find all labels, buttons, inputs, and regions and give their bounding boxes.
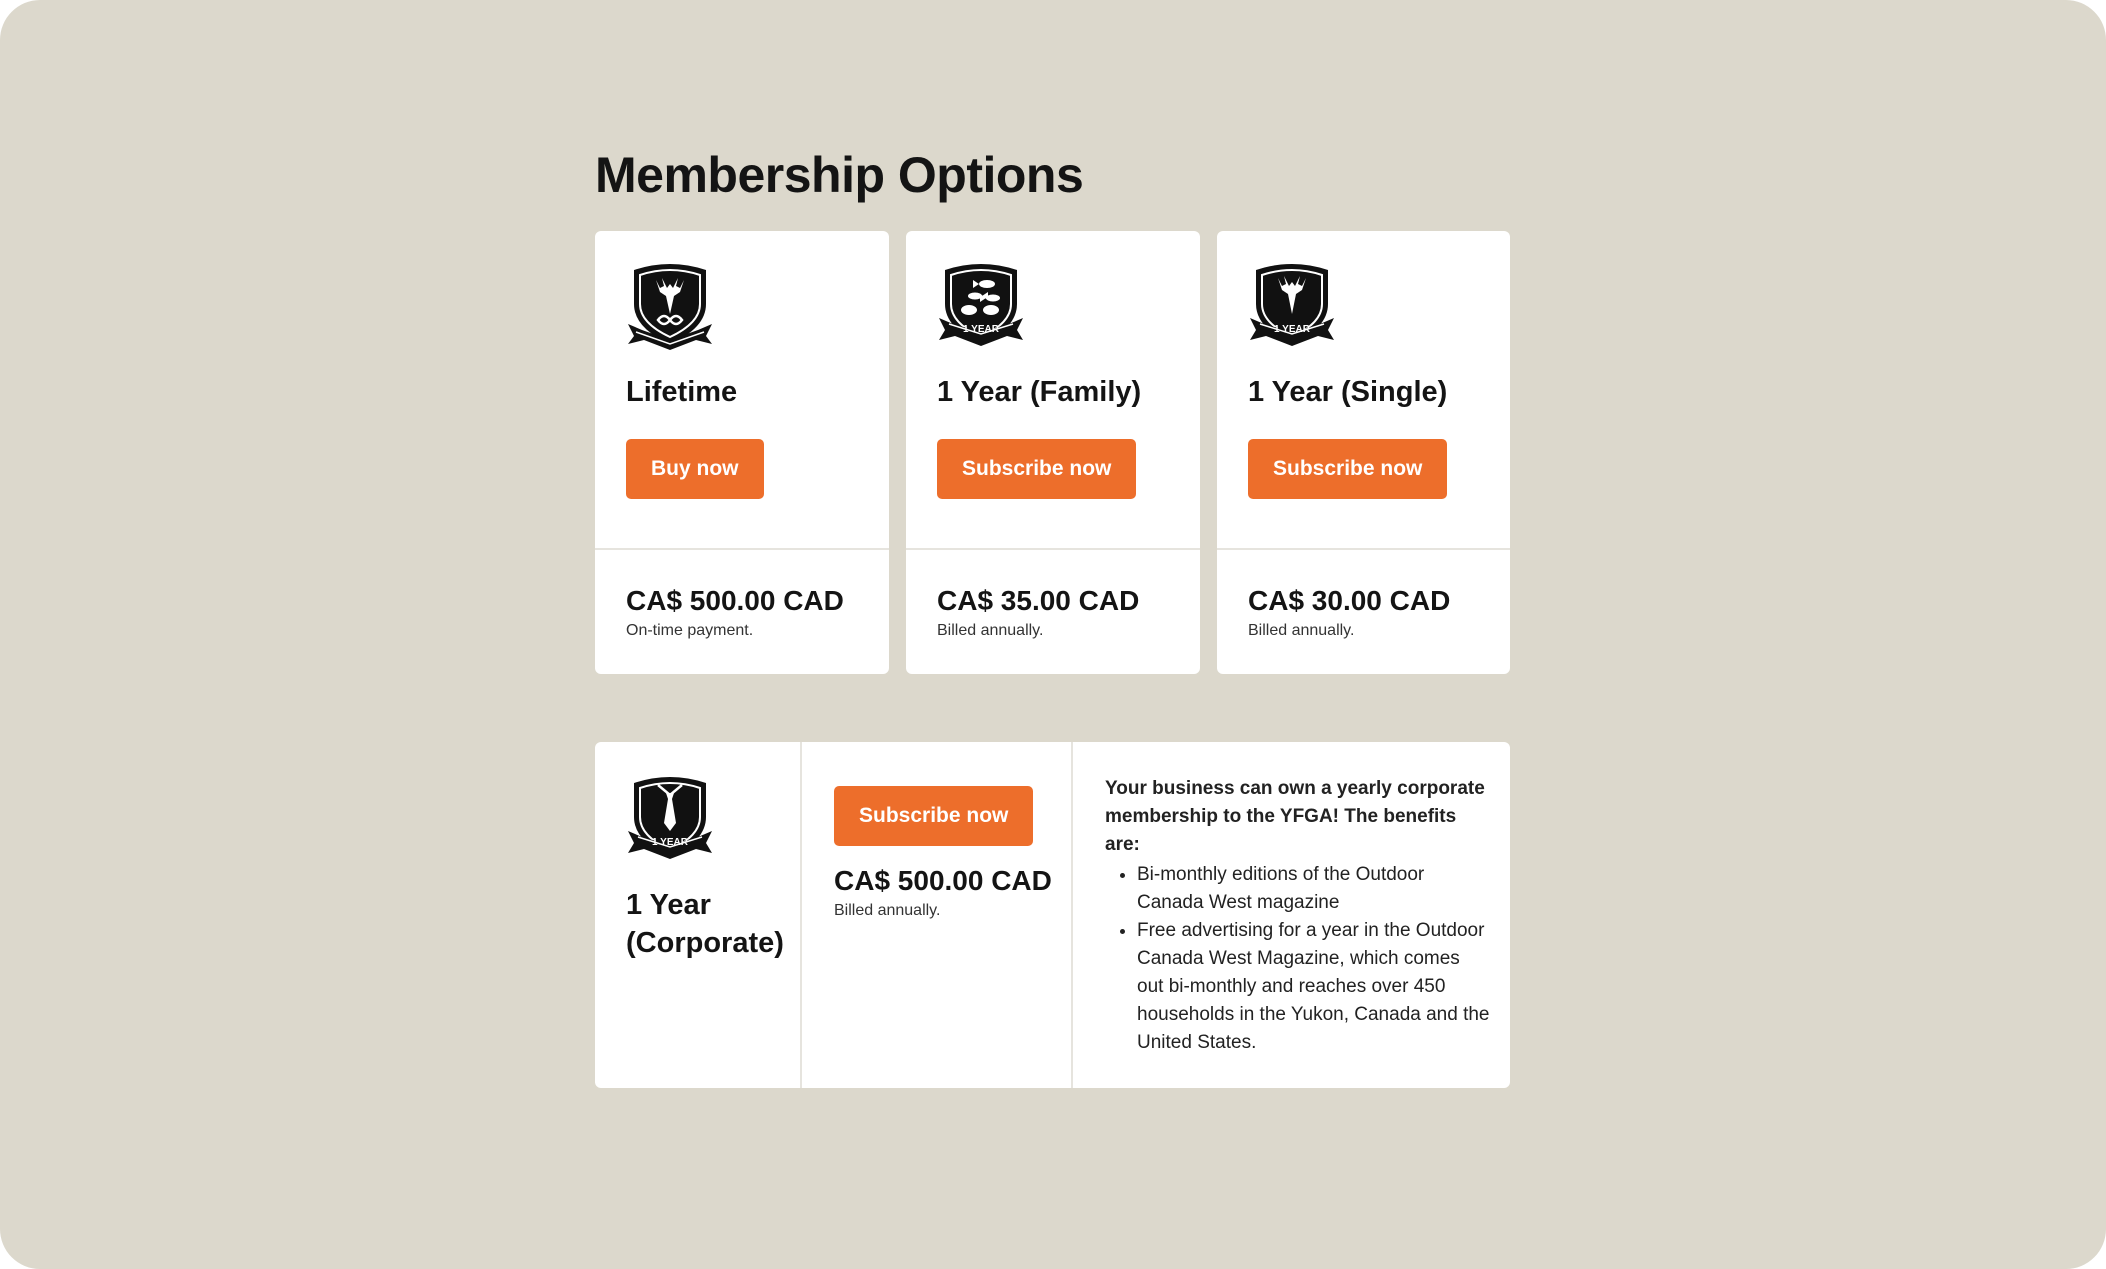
plan-name: 1 Year (Single)	[1248, 376, 1448, 408]
plan-billing-note: Billed annually.	[834, 902, 941, 919]
plan-billing-note: Billed annually.	[937, 622, 1044, 639]
plan-price: CA$ 30.00 CAD	[1248, 585, 1451, 616]
subscribe-now-button[interactable]: Subscribe now	[834, 786, 1033, 846]
subscribe-now-button[interactable]: Subscribe now	[1248, 439, 1447, 499]
plan-card-lifetime	[595, 231, 889, 674]
plan-billing-note: On-time payment.	[626, 622, 754, 639]
column-divider	[1071, 742, 1073, 1088]
plan-card-single	[1217, 231, 1510, 674]
plan-price: CA$ 35.00 CAD	[937, 585, 1140, 616]
tie-1-year-shield-icon	[626, 773, 714, 863]
benefit-item: • Bi-monthly editions of the Outdoor Canada West magazine	[1137, 861, 1490, 917]
fish-1-year-shield-icon	[937, 260, 1025, 350]
plan-name: 1 Year (Family)	[937, 376, 1142, 408]
plan-name-line-1: 1 Year	[626, 889, 711, 921]
buy-now-button[interactable]: Buy now	[626, 439, 764, 499]
plan-card-corporate	[595, 742, 1510, 1088]
plan-name: Lifetime	[626, 376, 738, 408]
deer-1-year-shield-icon	[1248, 260, 1336, 350]
corporate-description	[1105, 775, 1490, 1057]
benefit-item: • Free advertising for a year in the Outdoor Canada West Magazine, which comes out bi-monthly and reaches over 450 households in the Yukon, Canada and the United States.	[1137, 917, 1490, 1057]
plan-name	[626, 886, 784, 962]
benefits-list	[1105, 861, 1490, 1057]
badge-text: 1 YEAR	[652, 837, 688, 848]
corporate-intro: Your business can own a yearly corporate membership to the YFGA! The benefits are:	[1105, 778, 1485, 855]
plan-price: CA$ 500.00 CAD	[626, 585, 844, 616]
badge-text: 1 YEAR	[963, 324, 999, 335]
page-title: Membership Options	[595, 147, 1084, 203]
plan-price: CA$ 500.00 CAD	[834, 865, 1052, 896]
badge-text: 1 YEAR	[1274, 324, 1310, 335]
column-divider	[800, 742, 802, 1088]
plan-card-family	[906, 231, 1200, 674]
subscribe-now-button[interactable]: Subscribe now	[937, 439, 1136, 499]
plan-billing-note: Billed annually.	[1248, 622, 1355, 639]
deer-infinity-shield-icon	[626, 260, 714, 350]
plan-name-line-2: (Corporate)	[626, 927, 784, 959]
